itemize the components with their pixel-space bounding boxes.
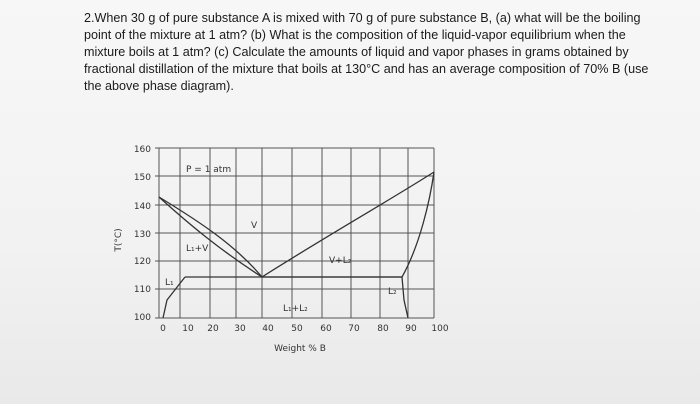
y-tick-label: 140 [133,202,151,212]
x-tick-label: 30 [234,324,246,334]
x-axis-label: Weight % B [274,344,326,354]
question-line: 2.When 30 g of pure substance A is mixed with 70 g of pure substance B, (a) what will be the boiling [84,11,641,25]
x-tick-label: 90 [405,324,417,334]
pressure-label: P = 1 atm [186,165,232,175]
y-tick-label: 150 [133,173,151,183]
x-tick-label: 80 [377,324,389,334]
x-tick-label: 70 [348,324,360,334]
x-tick-label: 10 [182,324,194,334]
region-label-l1: L₁ [165,278,174,288]
l2-solubility-line [402,277,408,318]
y-tick-label: 100 [133,313,151,323]
question-line: mixture boils at 1 atm? (c) Calculate the amounts of liquid and vapor phases in grams obtained by [84,45,629,59]
y-tick-label: 120 [133,257,151,267]
x-tick-label: 60 [320,324,332,334]
x-tick-label: 40 [262,324,274,334]
y-tick-label: 160 [133,145,151,155]
x-tick-label: 0 [160,324,166,334]
x-tick-label: 20 [207,324,219,334]
region-label-vapor: V [251,221,258,231]
region-label-l1-v: L₁+V [186,244,209,254]
y-tick-label: 130 [133,230,151,240]
question-line: fractional distillation of the mixture that boils at 130°C and has an average composition of 70% B (use [84,62,649,76]
region-label-v-l2: V+L₂ [329,256,352,266]
y-tick-label: 110 [133,285,151,295]
region-label-l1-l2: L₁+L₂ [283,304,308,314]
y-axis-label: T(°C) [114,228,124,252]
region-label-l2: L₂ [388,287,397,297]
question-line: the above phase diagram). [84,79,234,93]
x-tick-label: 100 [431,324,449,334]
question-line: point of the mixture at 1 atm? (b) What is the composition of the liquid-vapor equilibrium when the [84,28,626,42]
x-tick-label: 50 [291,324,303,334]
